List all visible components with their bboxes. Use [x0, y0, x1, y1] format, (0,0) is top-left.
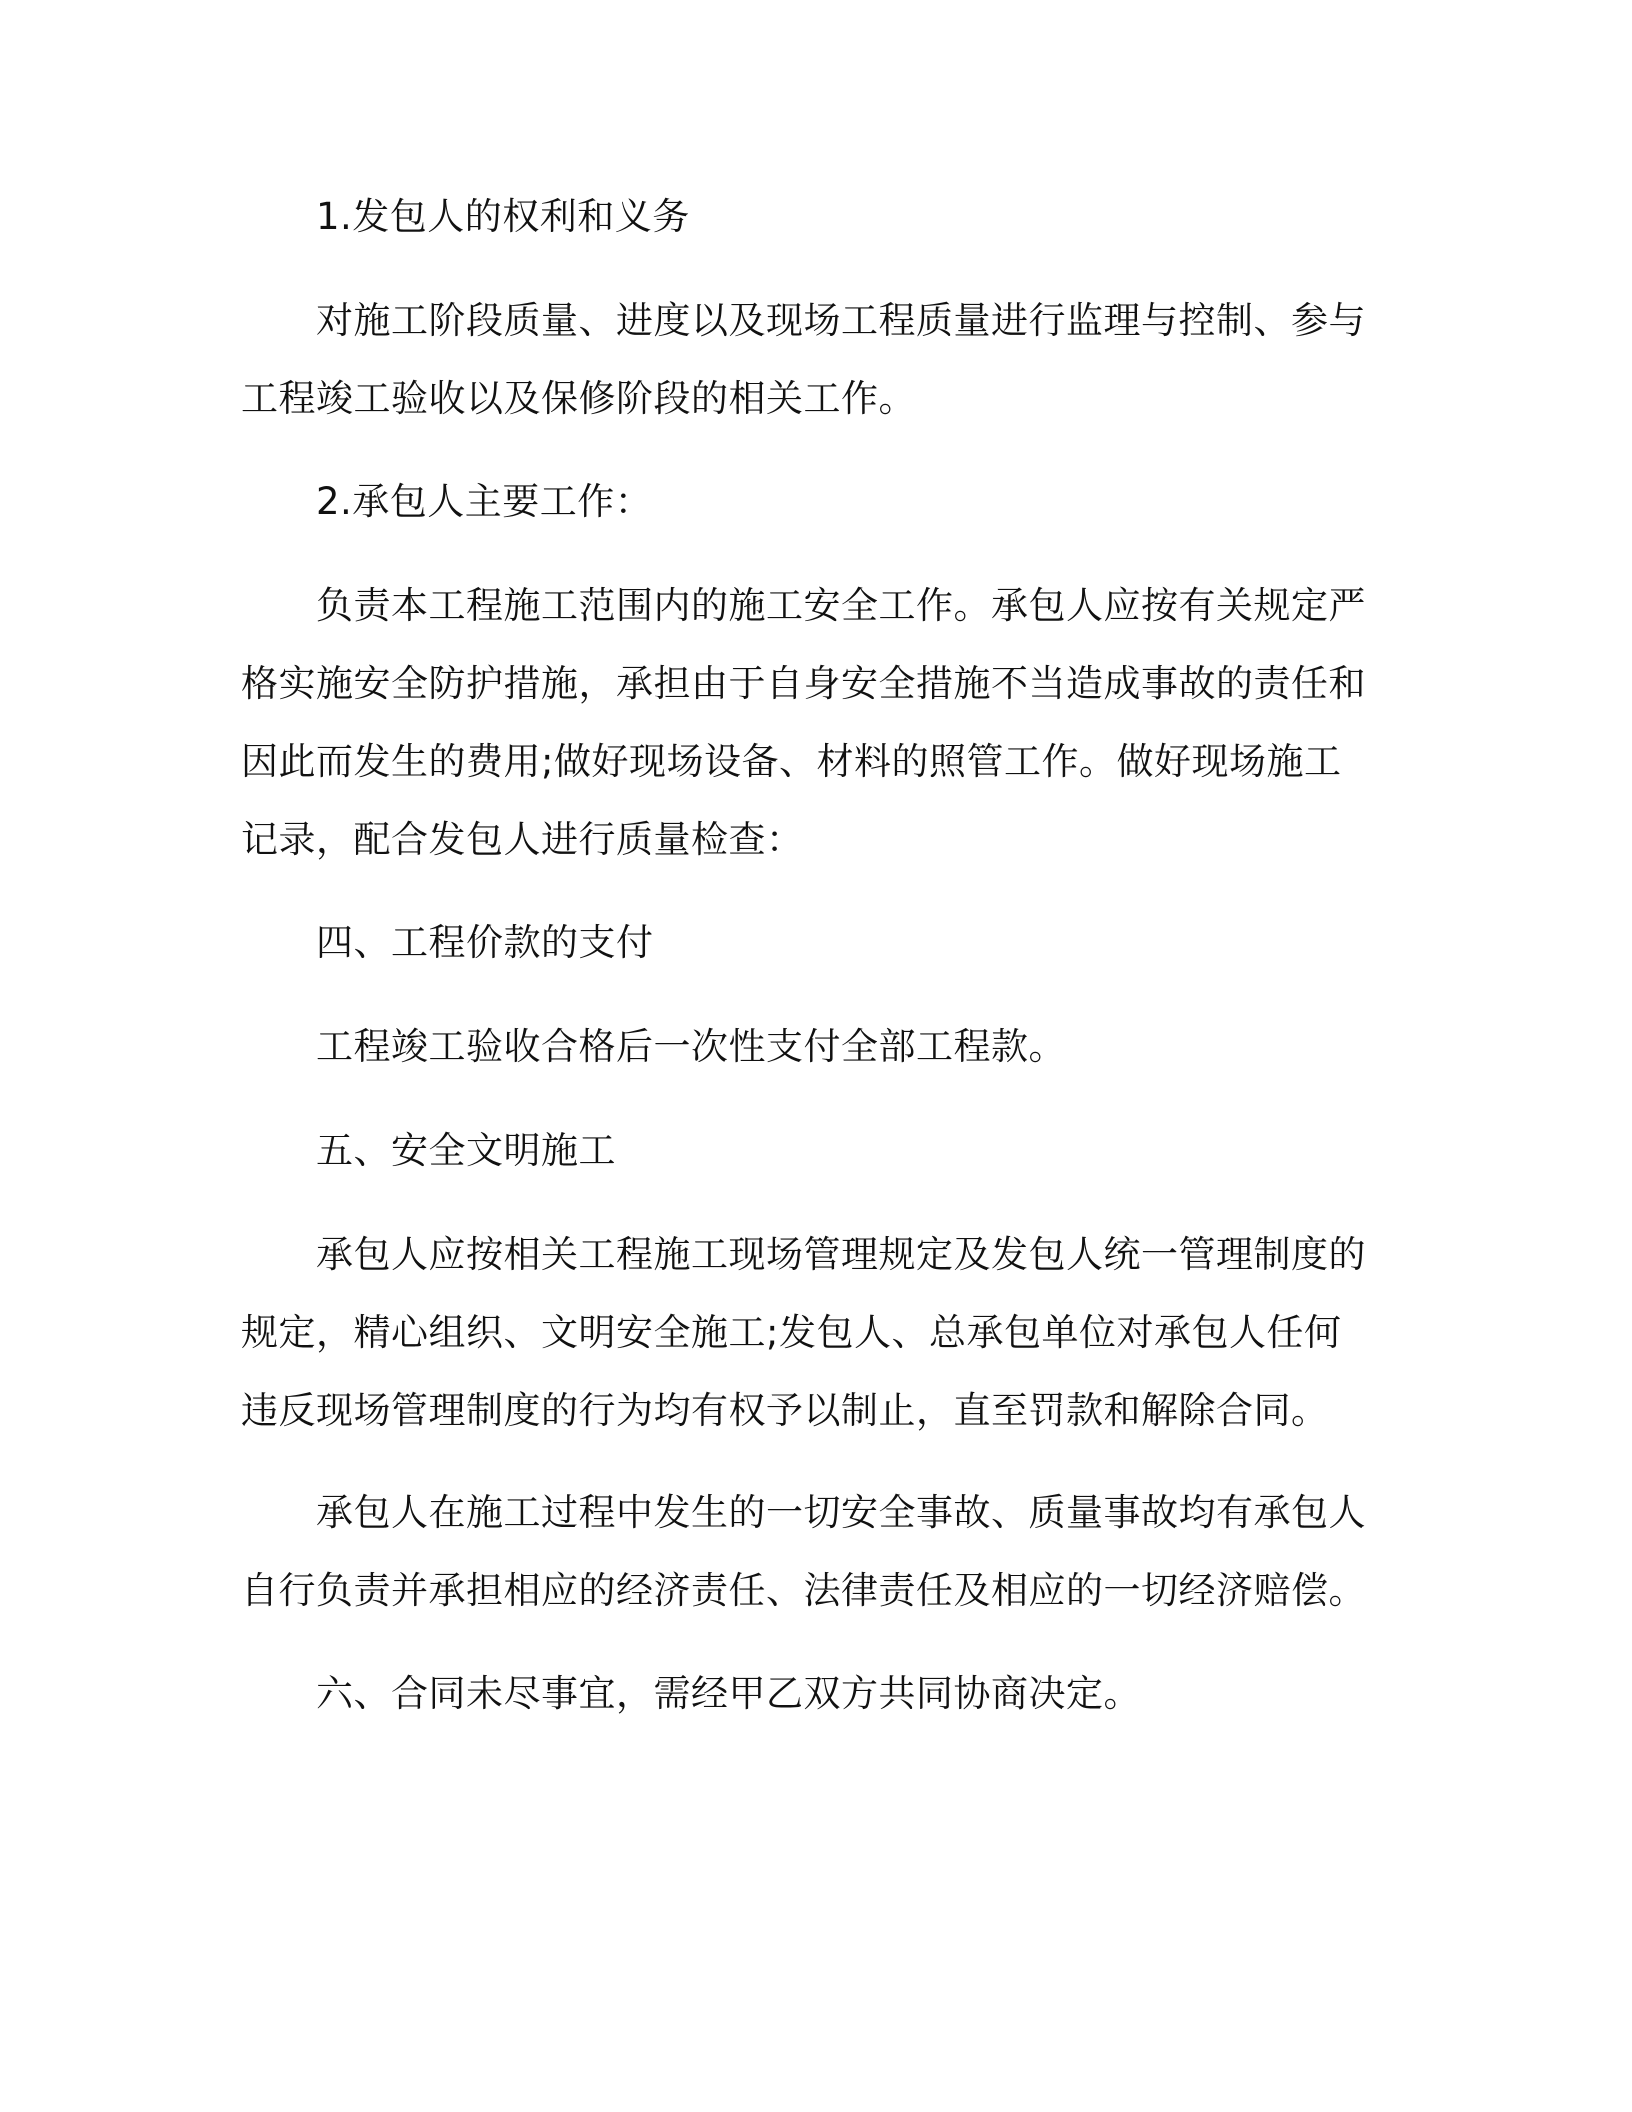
paragraph-accident-liability: 承包人在施工过程中发生的一切安全事故、质量事故均有承包人自行负责并承担相应的经济责任、法律责任及相应的一切经济赔偿。 — [241, 1491, 1366, 1612]
paragraph-employer-duties: 对施工阶段质量、进度以及现场工程质量进行监理与控制、参与工程竣工验收以及保修阶段的相关工作。 — [241, 299, 1366, 420]
paragraph-payment: 工程竣工验收合格后一次性支付全部工程款。 — [316, 1025, 1066, 1068]
paragraph-contractor-safety: 负责本工程施工范围内的施工安全工作。承包人应按有关规定严格实施安全防护措施，承担由于自身安全措施不当造成事故的责任和因此而发生的费用;做好现场设备、材料的照管工作。做好现场施工记录，配合发包人进行质量检查： — [241, 584, 1366, 861]
section-heading-payment: 四、工程价款的支付 — [316, 921, 654, 964]
paragraph-site-management: 承包人应按相关工程施工现场管理规定及发包人统一管理制度的规定，精心组织、文明安全施工;发包人、总承包单位对承包人任何违反现场管理制度的行为均有权予以制止，直至罚款和解除合同。 — [241, 1233, 1366, 1432]
section-heading-contractor-work: 2.承包人主要工作： — [316, 480, 653, 523]
section-heading-safe-construction: 五、安全文明施工 — [316, 1129, 616, 1172]
section-heading-other-matters: 六、合同未尽事宜，需经甲乙双方共同协商决定。 — [316, 1672, 1141, 1715]
section-heading-employer-rights: 1.发包人的权利和义务 — [316, 195, 690, 238]
